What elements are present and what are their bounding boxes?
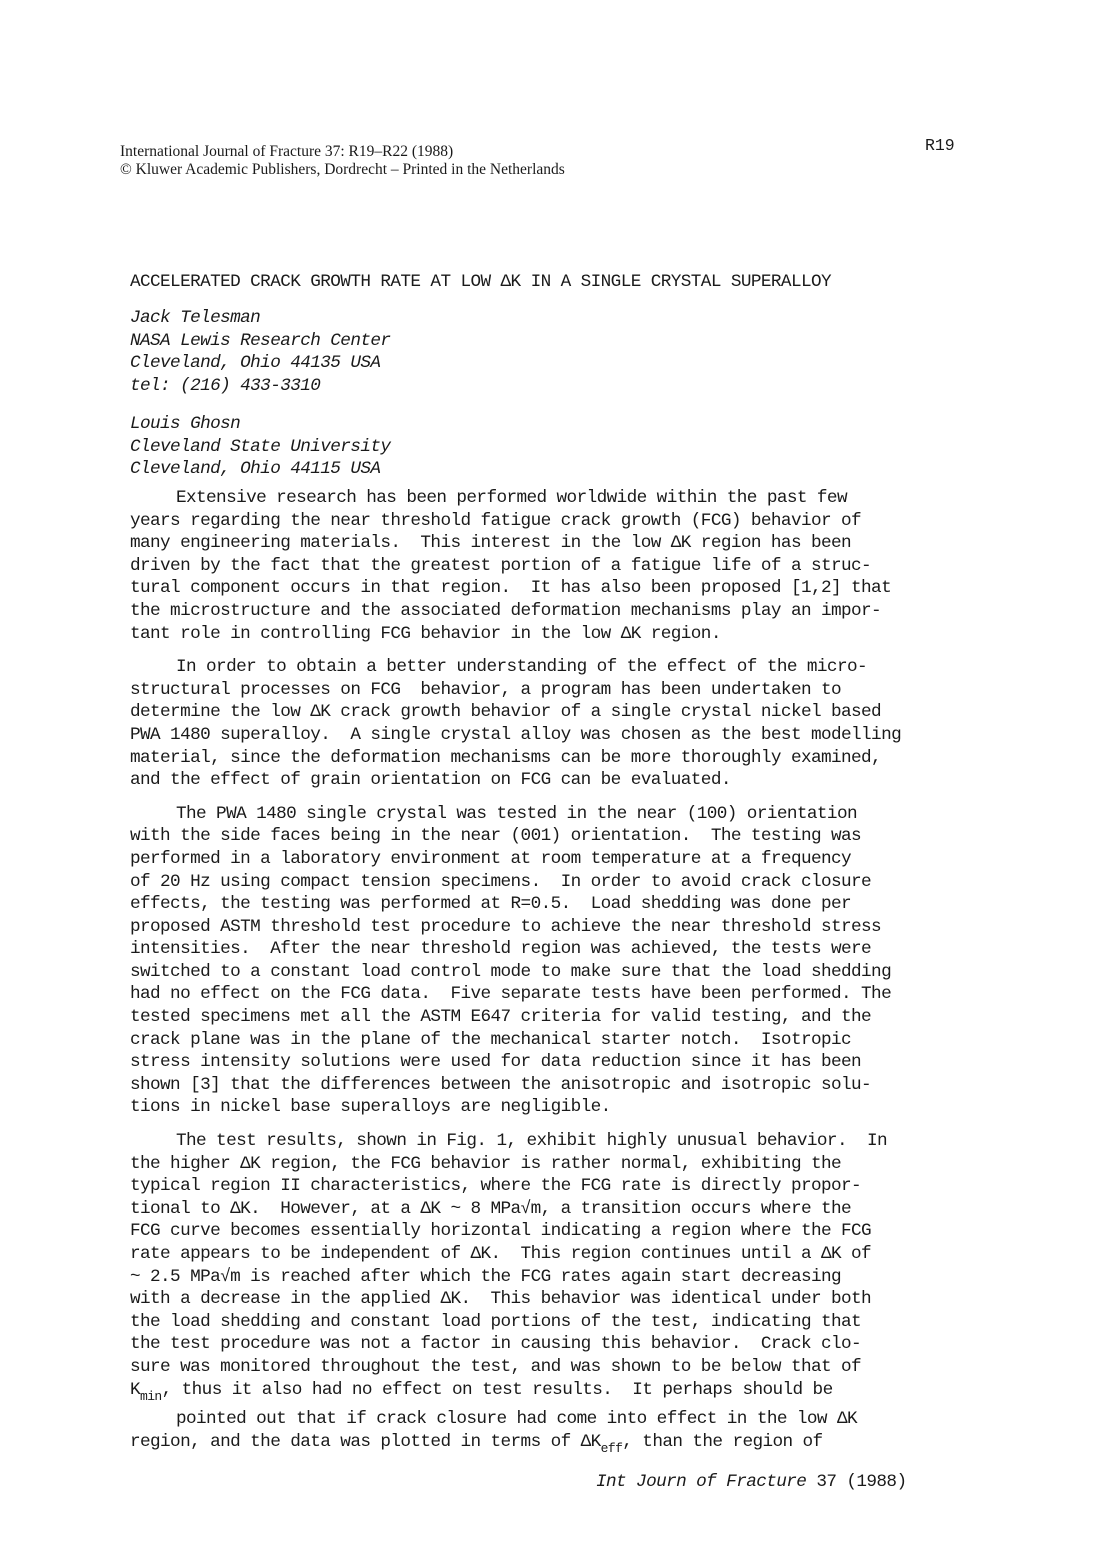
author-address: Cleveland, Ohio 44115 USA (130, 459, 381, 479)
author-1 (130, 307, 390, 397)
text-line: many engineering materials. This interest in the low ΔK region has been (130, 533, 852, 554)
footer-journal: Int Journ of Fracture (596, 1472, 807, 1492)
author-2 (130, 413, 390, 481)
body-text (130, 487, 1010, 1471)
text-line-kmin: $K_{min}$, thus it also had no effect on test results. It perhaps should be (130, 1379, 833, 1404)
footer-volume: 37 (1988) (816, 1472, 907, 1492)
text-line: the microstructure and the associated deformation mechanisms play an impor- (130, 600, 882, 621)
text-line: The PWA 1480 single crystal was tested in the near (100) orientation (176, 803, 857, 824)
author-block (130, 307, 390, 481)
footer-citation (596, 1472, 906, 1492)
text-line: driven by the fact that the greatest portion of a fatigue life of a struc- (130, 555, 872, 576)
text-line: and the effect of grain orientation on FCG can be evaluated. (130, 770, 731, 791)
text-line: ~ 2.5 MPa√m is reached after which the FCG rates again start decreasing (130, 1266, 842, 1287)
text-line: shown [3] that the differences between the anisotropic and isotropic solu- (130, 1074, 872, 1095)
journal-citation: International Journal of Fracture 37: R19–R22 (1988) (120, 143, 454, 160)
text-line: had no effect on the FCG data. Five separate tests have been performed. The (130, 984, 892, 1005)
text-line: the higher ΔK region, the FCG behavior is rather normal, exhibiting the (130, 1153, 842, 1174)
text-line: with the side faces being in the near (001) orientation. The testing was (130, 826, 862, 847)
text-line: tant role in controlling FCG behavior in the low ΔK region. (130, 623, 721, 644)
text-line: with a decrease in the applied ΔK. This behavior was identical under both (130, 1289, 872, 1310)
author-name: Jack Telesman (130, 308, 261, 328)
text-line: switched to a constant load control mode to make sure that the load shedding (130, 961, 892, 982)
text-line: The test results, shown in Fig. 1, exhibit highly unusual behavior. In (176, 1131, 888, 1152)
author-affiliation: NASA Lewis Research Center (130, 330, 391, 351)
text-line: typical region II characteristics, where the FCG rate is directly propor- (130, 1176, 862, 1197)
text-line: pointed out that if crack closure had come into effect in the low ΔK (176, 1409, 857, 1430)
text-line: In order to obtain a better understanding of the effect of the micro- (176, 657, 867, 678)
text-line: performed in a laboratory environment at room temperature at a frequency (130, 848, 852, 869)
text-line: structural processes on FCG behavior, a program has been undertaken to (130, 679, 842, 700)
text-line: intensities. After the near threshold region was achieved, the tests were (130, 939, 872, 960)
text-line-keff: region, and the data was plotted in terms of $\Delta K_{eff}$, than the region of (130, 1431, 823, 1456)
author-name: Louis Ghosn (130, 414, 241, 434)
author-affiliation: Cleveland State University (130, 436, 391, 457)
text-line: material, since the deformation mechanisms can be more thoroughly examined, (130, 747, 882, 768)
page-number: R19 (925, 136, 955, 155)
text-line: PWA 1480 superalloy. A single crystal alloy was chosen as the best modelling (130, 724, 902, 745)
text-line: the load shedding and constant load portions of the test, indicating that (130, 1311, 862, 1332)
paragraph-3 (130, 803, 1010, 1119)
text-line: crack plane was in the plane of the mechanical starter notch. Isotropic (130, 1029, 852, 1050)
paper-title: ACCELERATED CRACK GROWTH RATE AT LOW ΔK IN A SINGLE CRYSTAL SUPERALLOY (130, 272, 831, 292)
author-phone: tel: (216) 433-3310 (130, 375, 321, 396)
author-address: Cleveland, Ohio 44135 USA (130, 353, 381, 373)
text-line: proposed ASTM threshold test procedure to achieve the near threshold stress (130, 916, 882, 937)
paragraph-1 (130, 487, 1010, 645)
text-line: effects, the testing was performed at R=0.5. Load shedding was done per (130, 894, 852, 915)
paragraph-2 (130, 656, 1010, 792)
text-line: determine the low ΔK crack growth behavior of a single crystal nickel based (130, 702, 882, 723)
text-line: of 20 Hz using compact tension specimens. In order to avoid crack closure (130, 871, 872, 892)
journal-header (120, 143, 565, 179)
text-line: tional to ΔK. However, at a ΔK ~ 8 MPa√m, a transition occurs where the (130, 1198, 852, 1219)
text-line: sure was monitored throughout the test, and was shown to be below that of (130, 1356, 862, 1377)
text-line: tions in nickel base superalloys are negligible. (130, 1097, 611, 1118)
text-line: FCG curve becomes essentially horizontal indicating a region where the FCG (130, 1221, 872, 1242)
text-line: tural component occurs in that region. It has also been proposed [1,2] that (130, 578, 892, 599)
text-line: rate appears to be independent of ΔK. This region continues until a ΔK of (130, 1244, 872, 1264)
paragraph-4 (130, 1130, 1010, 1460)
text-line: the test procedure was not a factor in causing this behavior. Crack clo- (130, 1334, 862, 1355)
publisher-line: © Kluwer Academic Publishers, Dordrecht – Printed in the Netherlands (120, 161, 565, 178)
text-line: stress intensity solutions were used for data reduction since it has been (130, 1052, 862, 1073)
text-line: Extensive research has been performed worldwide within the past few (176, 488, 847, 508)
text-line: tested specimens met all the ASTM E647 criteria for valid testing, and the (130, 1007, 872, 1028)
text-line: years regarding the near threshold fatigue crack growth (FCG) behavior of (130, 510, 862, 531)
